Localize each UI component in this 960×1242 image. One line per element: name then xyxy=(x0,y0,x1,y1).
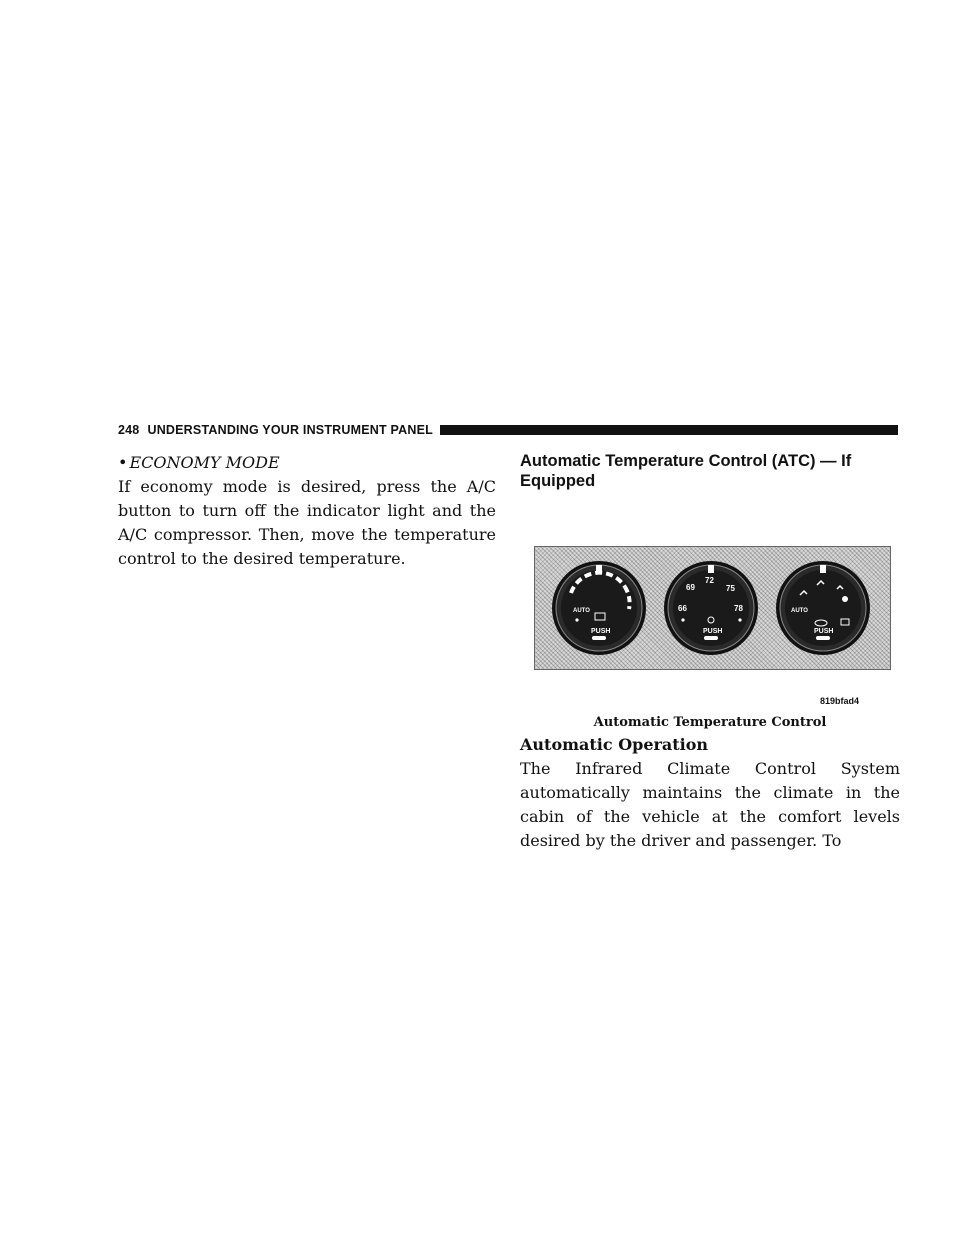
atc-knobs-illustration xyxy=(535,547,890,669)
temp-75-label: 75 xyxy=(726,584,735,593)
temp-66-label: 66 xyxy=(678,604,687,613)
left-auto-label: AUTO xyxy=(573,608,590,614)
subsection-title: Automatic Operation xyxy=(520,735,709,754)
right-column-paragraph-wrapper xyxy=(520,757,900,853)
section-title: Automatic Temperature Control (ATC) — If Equipped xyxy=(520,452,852,490)
middle-knob xyxy=(664,561,758,655)
left-knob xyxy=(552,561,646,655)
middle-push-label: PUSH xyxy=(703,628,723,635)
bullet-title: ECONOMY MODE xyxy=(129,453,280,472)
left-column xyxy=(118,451,496,571)
page-header xyxy=(118,420,898,440)
header-rule xyxy=(440,425,898,435)
section-header-title: UNDERSTANDING YOUR INSTRUMENT PANEL xyxy=(147,423,433,437)
right-auto-label: AUTO xyxy=(791,608,808,614)
figure-caption: Automatic Temperature Control xyxy=(593,715,827,730)
left-push-label: PUSH xyxy=(591,628,611,635)
right-knob xyxy=(776,561,870,655)
automatic-operation-paragraph: The Infrared Climate Control System automatically maintains the climate in the cabin of the vehicle at the comfort levels desired by the driver and passenger. To xyxy=(520,759,900,850)
atc-figure xyxy=(534,546,891,670)
temp-69-label: 69 xyxy=(686,583,695,592)
temp-78-label: 78 xyxy=(734,604,743,613)
figure-id: 819bfad4 xyxy=(820,696,860,706)
bullet-dot: • xyxy=(118,453,128,472)
page-number: 248 xyxy=(118,423,140,437)
temp-72-label: 72 xyxy=(705,576,714,585)
bullet-item xyxy=(118,451,496,475)
economy-mode-paragraph: If economy mode is desired, press the A/C button to turn off the indicator light and the A/C compressor. Then, move the temperature control to the desired temperature. xyxy=(118,477,496,568)
right-push-label: PUSH xyxy=(814,628,834,635)
